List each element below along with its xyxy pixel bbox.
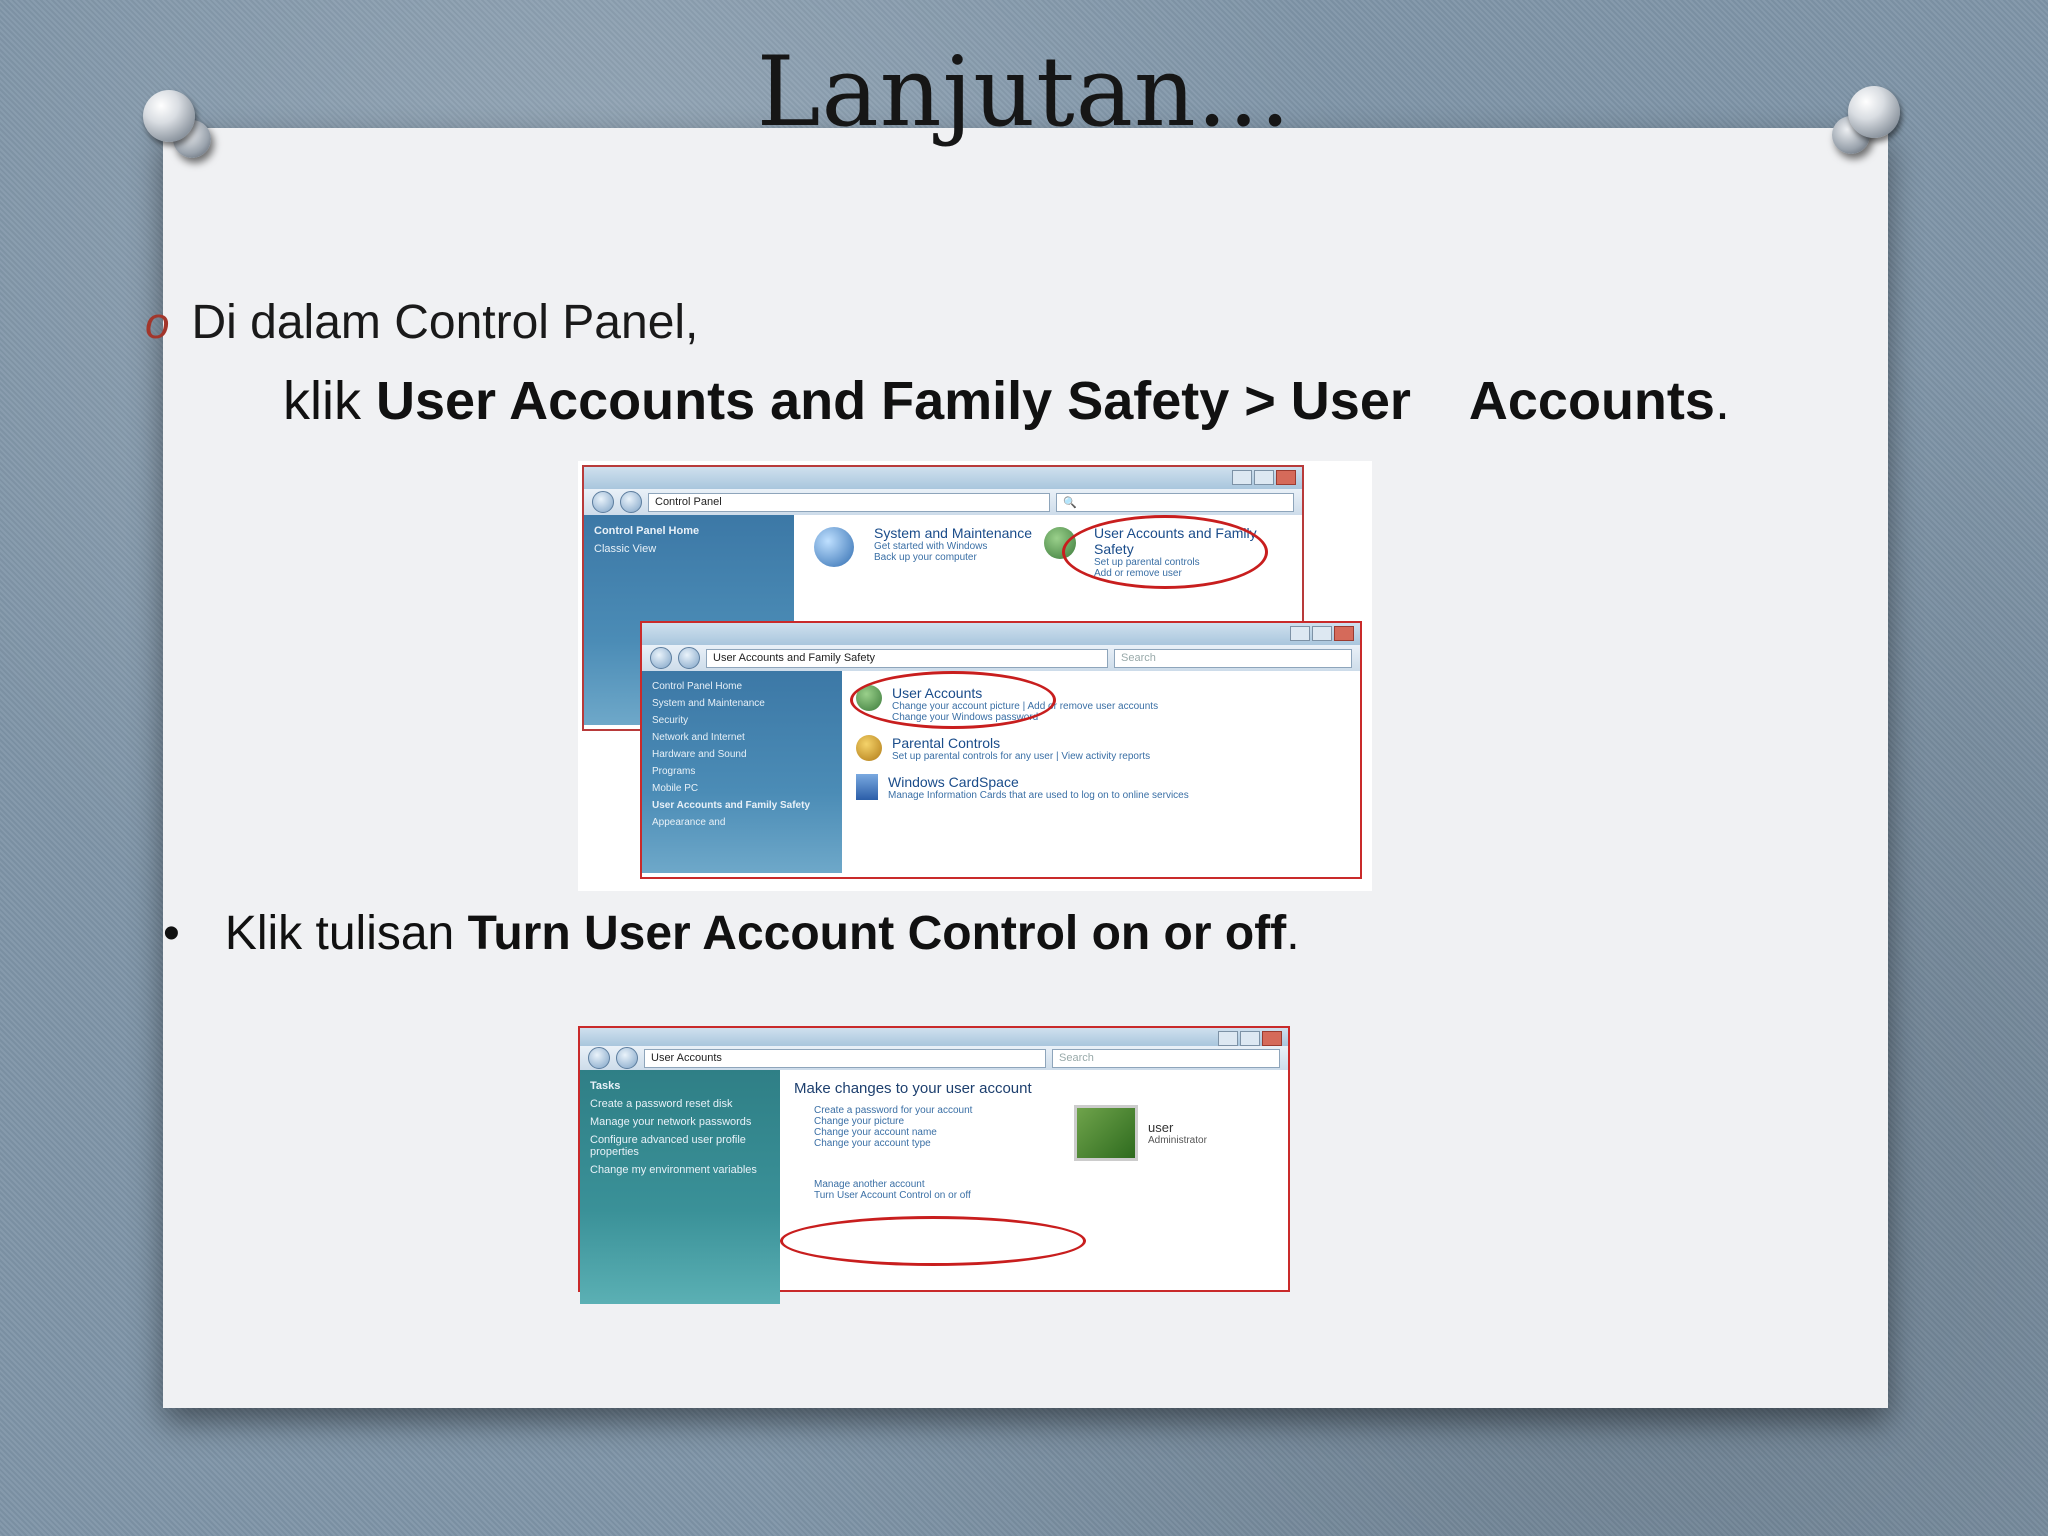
line3-prefix: Klik tulisan <box>224 907 468 960</box>
search-input[interactable]: 🔍 <box>1056 493 1294 512</box>
bullet-line-3 <box>163 906 1300 961</box>
search-input[interactable]: Search <box>1114 649 1352 668</box>
cardspace-sublink[interactable]: Manage Information Cards that are used to log on to online services <box>888 790 1189 801</box>
highlight-oval <box>850 671 1056 729</box>
user-accounts-family-safety-window <box>640 621 1362 879</box>
bullet-marker: o <box>145 299 170 348</box>
address-bar[interactable]: Control Panel <box>648 493 1050 512</box>
forward-icon[interactable] <box>616 1047 638 1069</box>
system-maintenance-link[interactable]: System and Maintenance <box>874 525 1032 541</box>
task-link[interactable]: Create a password reset disk <box>590 1098 733 1110</box>
sidebar-item[interactable]: Mobile PC <box>652 783 699 794</box>
instruction-line-2 <box>283 370 1730 432</box>
line2-suffix: . <box>1714 371 1730 431</box>
get-started-link[interactable]: Get started with Windows <box>874 541 988 552</box>
address-bar[interactable]: User Accounts and Family Safety <box>706 649 1108 668</box>
slide-title: Lanjutan... <box>756 36 1292 148</box>
change-account-name-link[interactable]: Change your account name <box>814 1127 937 1138</box>
change-password-link[interactable]: Change your Windows password <box>892 712 1039 723</box>
back-icon[interactable] <box>592 491 614 513</box>
back-icon[interactable] <box>588 1047 610 1069</box>
user-accounts-screenshot <box>578 1026 1290 1292</box>
sidebar-item[interactable]: Control Panel Home <box>652 681 743 692</box>
user-avatar <box>1074 1105 1138 1161</box>
control-panel-screenshot <box>578 461 1372 891</box>
task-link[interactable]: Manage your network passwords <box>590 1116 752 1128</box>
highlight-oval <box>780 1216 1086 1266</box>
forward-icon[interactable] <box>678 647 700 669</box>
page-heading: Make changes to your user account <box>794 1080 1032 1097</box>
create-password-link[interactable]: Create a password for your account <box>814 1105 973 1116</box>
parental-controls-icon <box>856 735 882 761</box>
change-account-type-link[interactable]: Change your account type <box>814 1138 931 1149</box>
sidebar-item-active[interactable]: User Accounts and Family Safety <box>652 800 811 811</box>
user-accounts-link[interactable]: User Accounts <box>892 685 983 701</box>
sidebar-item[interactable]: Network and Internet <box>652 732 745 743</box>
turn-uac-on-off-link[interactable]: Turn User Account Control on or off <box>814 1190 971 1201</box>
tasks-heading: Tasks <box>590 1080 621 1092</box>
sidebar-item[interactable]: Programs <box>652 766 696 777</box>
line1-text: Di dalam Control Panel, <box>191 296 699 349</box>
parental-controls-link[interactable]: Set up parental controls <box>1094 557 1200 568</box>
close-icon[interactable] <box>1276 470 1296 485</box>
change-picture-link[interactable]: Change your picture <box>814 1116 905 1127</box>
sidebar-item-control-panel-home[interactable]: Control Panel Home <box>594 525 700 537</box>
line3-suffix: . <box>1286 907 1300 960</box>
tasks-sidebar <box>580 1070 780 1304</box>
sidebar-item-classic-view[interactable]: Classic View <box>594 543 657 555</box>
cardspace-link[interactable]: Windows CardSpace <box>888 774 1019 790</box>
line3-bold: Turn User Account Control on or off <box>467 907 1287 960</box>
change-picture-link[interactable]: Change your account picture | Add or remove user accounts <box>892 701 1159 712</box>
line2-bold: User Accounts and Family Safety > User Accounts <box>376 371 1715 431</box>
sidebar-item[interactable]: Hardware and Sound <box>652 749 747 760</box>
line2-prefix: klik <box>283 371 376 431</box>
cardspace-icon <box>856 774 878 800</box>
system-maintenance-icon <box>814 527 854 567</box>
parental-controls-link[interactable]: Parental Controls <box>892 735 1001 751</box>
bullet-line-1 <box>145 295 698 350</box>
task-link[interactable]: Change my environment variables <box>590 1164 757 1176</box>
user-accounts-family-safety-link[interactable]: User Accounts and Family Safety <box>1094 525 1257 557</box>
forward-icon[interactable] <box>620 491 642 513</box>
parental-controls-sublinks[interactable]: Set up parental controls for any user | View activity reports <box>892 751 1151 762</box>
highlight-oval <box>1062 515 1268 589</box>
sidebar <box>642 671 842 873</box>
search-input[interactable]: Search <box>1052 1049 1280 1068</box>
sidebar-item[interactable]: Appearance and <box>652 817 726 828</box>
manage-another-account-link[interactable]: Manage another account <box>814 1179 925 1190</box>
user-role: Administrator <box>1148 1135 1207 1146</box>
backup-link[interactable]: Back up your computer <box>874 552 977 563</box>
address-bar[interactable]: User Accounts <box>644 1049 1046 1068</box>
close-icon[interactable] <box>1334 626 1354 641</box>
add-remove-user-link[interactable]: Add or remove user <box>1094 568 1182 579</box>
task-link[interactable]: Configure advanced user profile properties <box>590 1134 746 1158</box>
sidebar-item[interactable]: System and Maintenance <box>652 698 765 709</box>
back-icon[interactable] <box>650 647 672 669</box>
bullet-dot: • <box>163 907 180 960</box>
close-icon[interactable] <box>1262 1031 1282 1046</box>
user-name: user <box>1148 1120 1174 1135</box>
sidebar-item[interactable]: Security <box>652 715 689 726</box>
